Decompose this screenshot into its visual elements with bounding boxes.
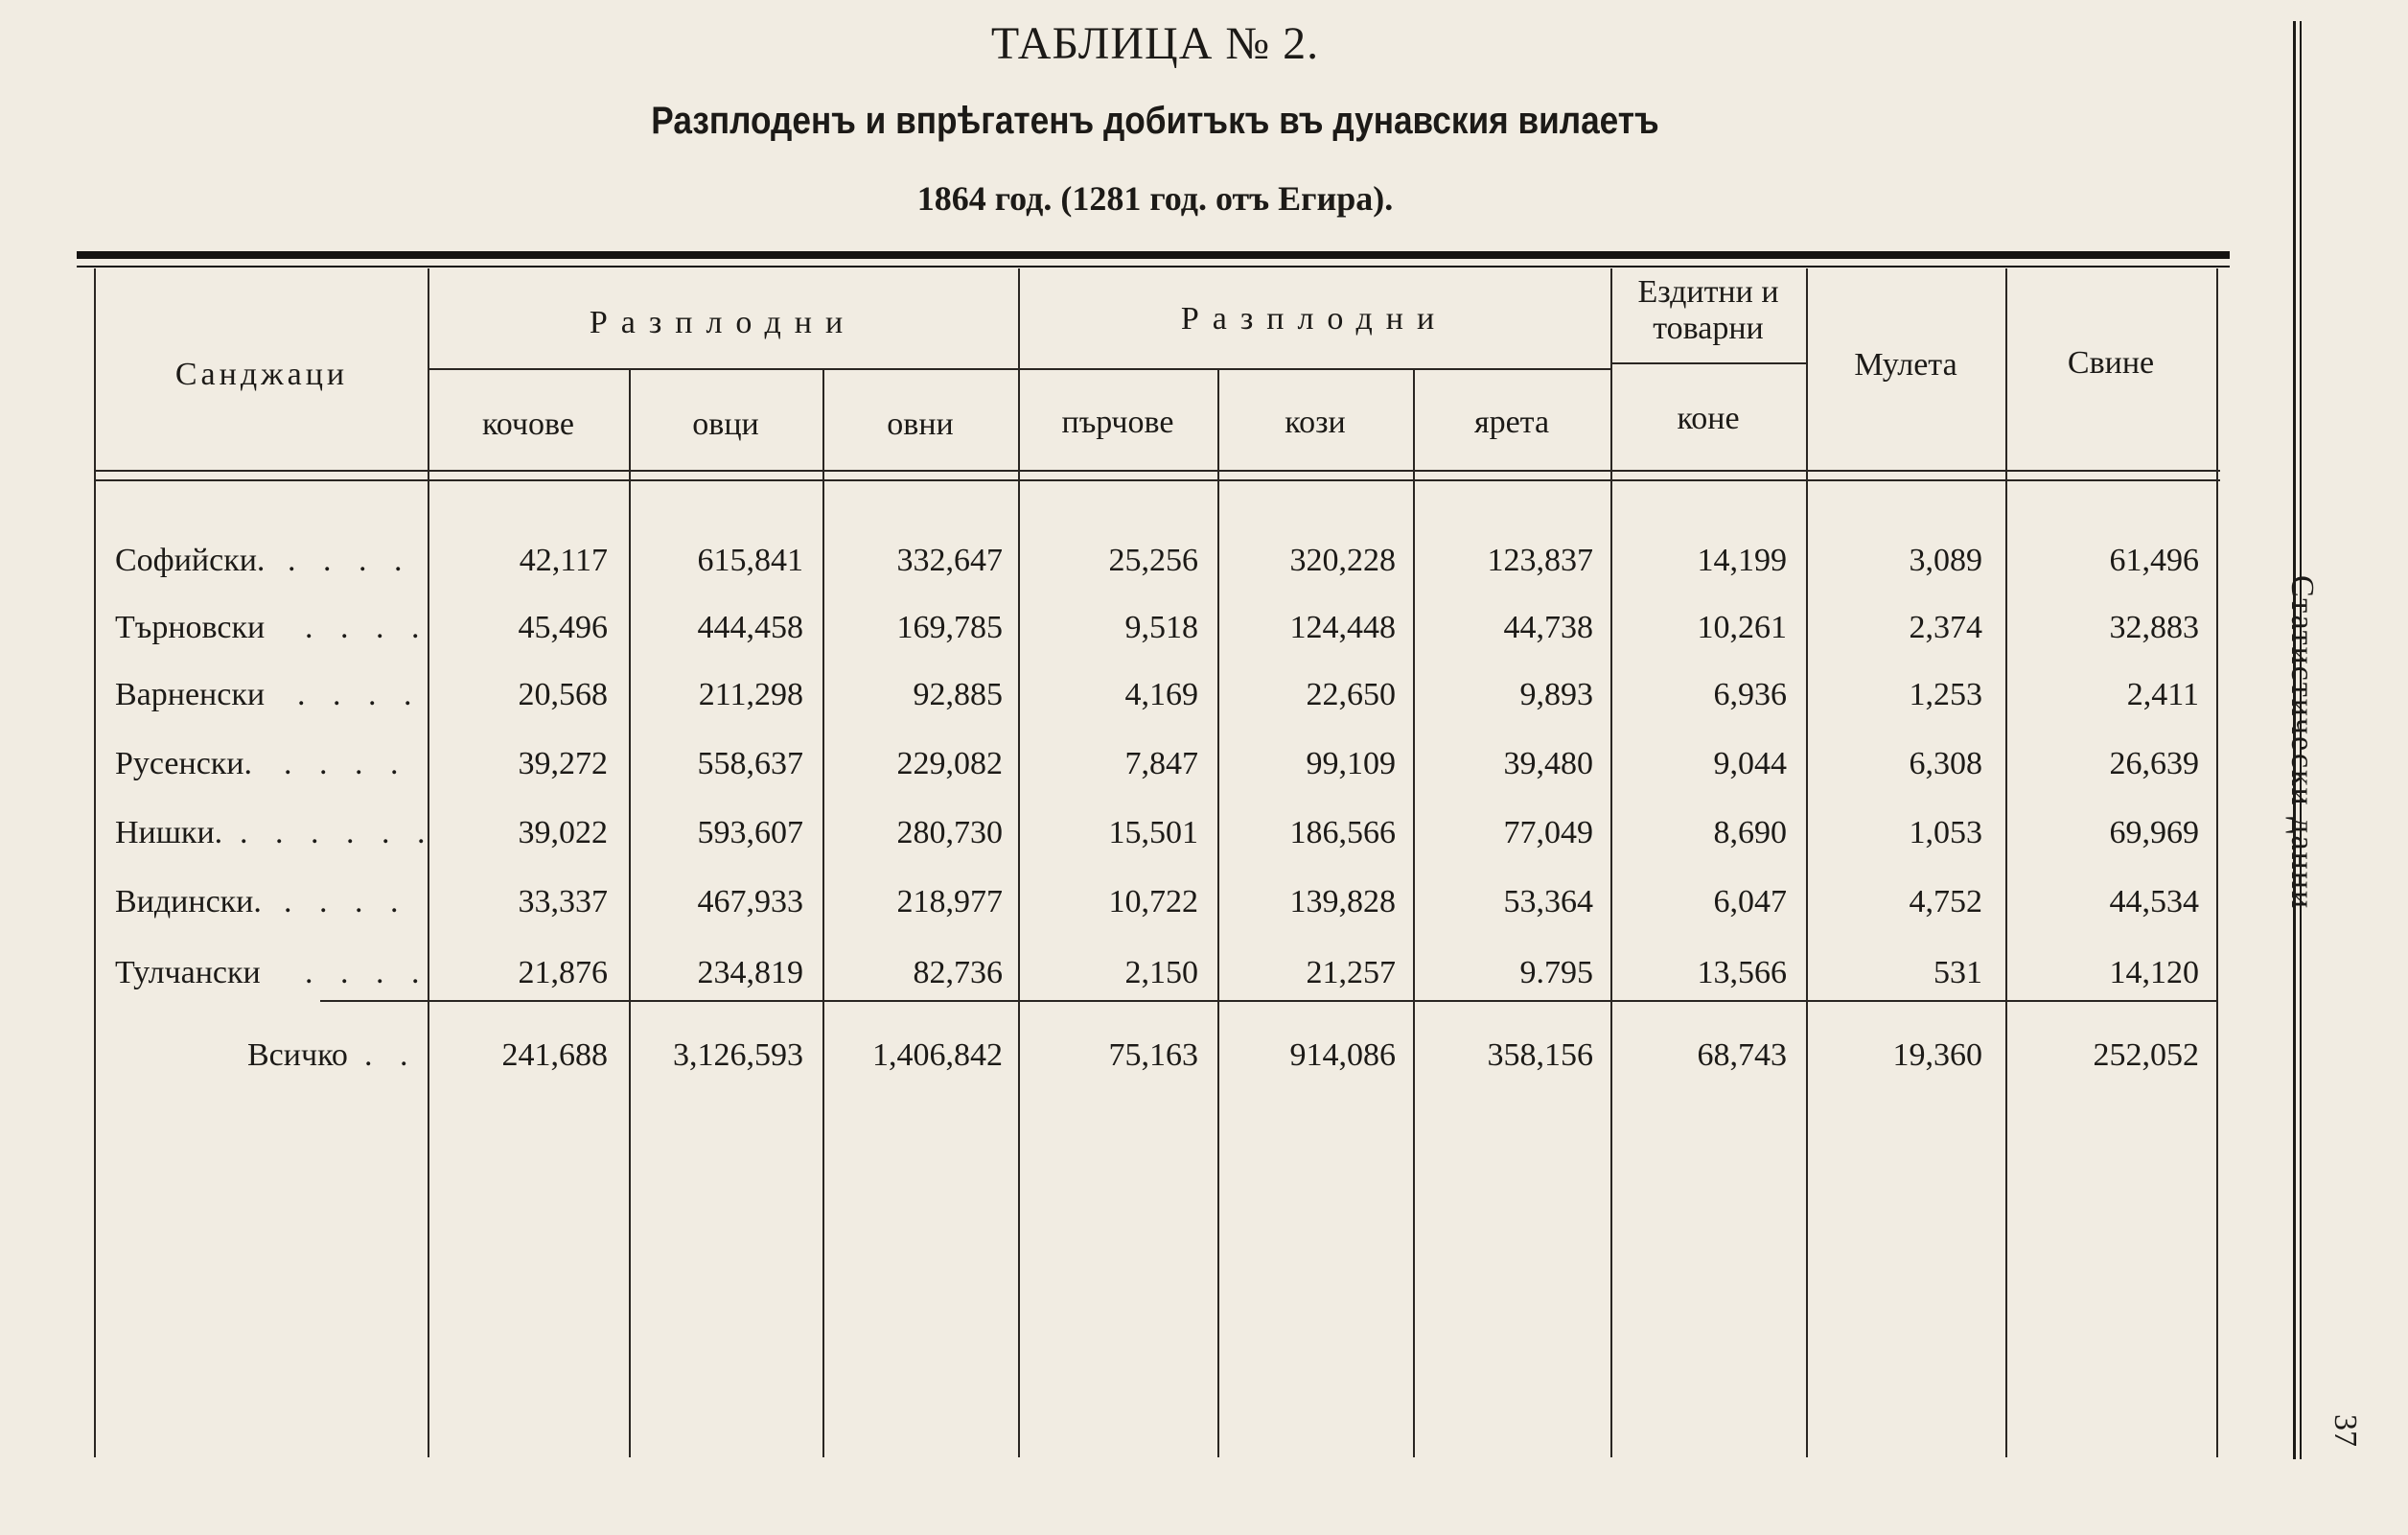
table-cell: 32,883 — [2109, 610, 2199, 645]
col-divider — [428, 268, 429, 1457]
col-divider — [822, 370, 824, 1457]
running-head: Статистически данни — [2284, 575, 2320, 911]
group-header-breeding-2: Разплодни — [1180, 301, 1448, 337]
table-cell: 21,257 — [1306, 955, 1396, 990]
table-cell: 211,298 — [698, 677, 803, 712]
col-divider — [629, 370, 631, 1457]
table-cell: 186,566 — [1289, 815, 1396, 850]
table-cell: 6,308 — [1909, 746, 1982, 781]
table-cell: 10,261 — [1697, 610, 1787, 645]
group2-underline — [1018, 368, 1610, 370]
row-label: Софийски. — [115, 543, 266, 578]
table-cell: 1,406,842 — [872, 1037, 1003, 1073]
row-label: Варненски — [115, 677, 266, 712]
column-header: кози — [1285, 405, 1346, 440]
leader-dots: . . . . — [284, 746, 408, 781]
col-divider — [2216, 268, 2218, 1457]
table-cell: 99,109 — [1306, 746, 1396, 781]
table-cell: 14,120 — [2109, 955, 2199, 990]
table-cell: 39,022 — [518, 815, 608, 850]
table-cell: 1,053 — [1909, 815, 1982, 850]
table-cell: 615,841 — [697, 543, 803, 578]
table-cell: 92,885 — [913, 677, 1003, 712]
table-cell: 3,126,593 — [673, 1037, 803, 1073]
table-cell: 218,977 — [896, 884, 1003, 919]
table-cell: 61,496 — [2109, 543, 2199, 578]
table-cell: 6,047 — [1713, 884, 1787, 919]
table-cell: 914,086 — [1289, 1037, 1396, 1073]
col-divider — [1610, 268, 1612, 1457]
col-divider — [1217, 370, 1219, 1457]
table-cell: 7,847 — [1124, 746, 1198, 781]
table-cell: 42,117 — [519, 543, 608, 578]
table-cell: 558,637 — [697, 746, 803, 781]
table-cell: 467,933 — [697, 884, 803, 919]
leader-dots: . . . . — [305, 955, 429, 990]
table-cell: 68,743 — [1697, 1037, 1787, 1073]
table-cell: 44,534 — [2109, 884, 2199, 919]
column-header: овци — [692, 407, 759, 442]
table-number: ТАБЛИЦА № 2. — [990, 18, 1320, 69]
col-divider — [1018, 268, 1020, 1457]
table-cell: 26,639 — [2109, 746, 2199, 781]
col-divider — [2005, 268, 2007, 1457]
table-cell: 139,828 — [1289, 884, 1396, 919]
table-cell: 9,518 — [1124, 610, 1198, 645]
top-rule-thick — [77, 251, 2230, 259]
table-cell: 19,360 — [1892, 1037, 1982, 1073]
table-cell: 252,052 — [2093, 1037, 2199, 1073]
table-cell: 358,156 — [1487, 1037, 1593, 1073]
header-rule — [96, 470, 2220, 472]
total-rule-left — [326, 1000, 427, 1002]
table-cell: 33,337 — [518, 884, 608, 919]
table-cell: 15,501 — [1108, 815, 1198, 850]
table-title: Разплоденъ и впрѣгатенъ добитъкъ въ дунавския вилаетъ — [651, 100, 1659, 142]
column-header: ярета — [1473, 405, 1550, 440]
table-cell: 39,480 — [1503, 746, 1593, 781]
table-cell: 77,049 — [1503, 815, 1593, 850]
col-divider — [1806, 268, 1808, 1457]
table-cell: 229,082 — [896, 746, 1003, 781]
group-header-breeding-1: Разплодни — [589, 305, 857, 340]
table-cell: 69,969 — [2109, 815, 2199, 850]
table-cell: 9,044 — [1713, 746, 1787, 781]
table-cell: 75,163 — [1108, 1037, 1198, 1073]
table-cell: 593,607 — [697, 815, 803, 850]
leader-dots: . . — [364, 1037, 418, 1073]
table-cell: 14,199 — [1697, 543, 1787, 578]
table-cell: 6,936 — [1713, 677, 1787, 712]
table-cell: 9.795 — [1519, 955, 1593, 990]
table-cell: 123,837 — [1487, 543, 1593, 578]
table-cell: 9,893 — [1519, 677, 1593, 712]
table-cell: 13,566 — [1697, 955, 1787, 990]
table-cell: 444,458 — [697, 610, 803, 645]
row-label: Нишки. — [115, 815, 223, 850]
row-label: Тулчански — [115, 955, 261, 990]
leader-dots: . . . . . . — [240, 815, 435, 850]
table-cell: 2,411 — [2126, 677, 2199, 712]
row-label: Търновски — [115, 610, 266, 645]
table-cell: 22,650 — [1306, 677, 1396, 712]
table-cell: 234,819 — [697, 955, 803, 990]
column-header: кочове — [482, 407, 574, 442]
table-cell: 332,647 — [896, 543, 1003, 578]
table-cell: 45,496 — [518, 610, 608, 645]
table-cell: 20,568 — [518, 677, 608, 712]
col-divider — [94, 268, 96, 1457]
table-cell: 25,256 — [1108, 543, 1198, 578]
group-header-riding: Ездитни и товарни — [1637, 274, 1779, 346]
table-cell: 39,272 — [518, 746, 608, 781]
leader-dots: . . . . — [305, 610, 429, 645]
column-header-mules: Мулета — [1854, 347, 1957, 383]
row-label: Видински. — [115, 884, 262, 919]
leader-dots: . . . . — [288, 543, 412, 578]
column-header: пърчове — [1061, 405, 1174, 440]
table-cell: 531 — [1933, 955, 1982, 990]
col-divider — [1413, 370, 1415, 1457]
table-cell: 53,364 — [1503, 884, 1593, 919]
table-cell: 2,374 — [1909, 610, 1982, 645]
column-header: овни — [887, 407, 954, 442]
table-subtitle: 1864 год. (1281 год. отъ Егира). — [916, 179, 1394, 218]
table-cell: 320,228 — [1289, 543, 1396, 578]
table-cell: 21,876 — [518, 955, 608, 990]
total-rule — [320, 1000, 2218, 1002]
table-cell: 2,150 — [1124, 955, 1198, 990]
table-cell: 124,448 — [1289, 610, 1396, 645]
total-label: Всичко — [247, 1037, 348, 1073]
leader-dots: . . . . — [284, 884, 408, 919]
table-cell: 44,738 — [1503, 610, 1593, 645]
column-header: коне — [1677, 401, 1740, 436]
row-label: Русенски. — [115, 746, 253, 781]
table-cell: 10,722 — [1108, 884, 1198, 919]
table-cell: 169,785 — [896, 610, 1003, 645]
table-cell: 4,752 — [1909, 884, 1982, 919]
top-rule-thin — [77, 266, 2230, 267]
group1-underline — [428, 368, 1018, 370]
page-number: 37 — [2327, 1414, 2363, 1447]
table-cell: 1,253 — [1909, 677, 1982, 712]
column-header-pigs: Свине — [2067, 345, 2155, 381]
column-header-sanjak: Санджаци — [174, 357, 349, 392]
leader-dots: . . . . — [297, 677, 422, 712]
table-cell: 241,688 — [501, 1037, 608, 1073]
header-rule — [96, 479, 2220, 481]
group3-underline — [1610, 362, 1806, 364]
table-cell: 280,730 — [896, 815, 1003, 850]
table-cell: 8,690 — [1713, 815, 1787, 850]
table-cell: 82,736 — [913, 955, 1003, 990]
table-cell: 4,169 — [1124, 677, 1198, 712]
table-cell: 3,089 — [1909, 543, 1982, 578]
